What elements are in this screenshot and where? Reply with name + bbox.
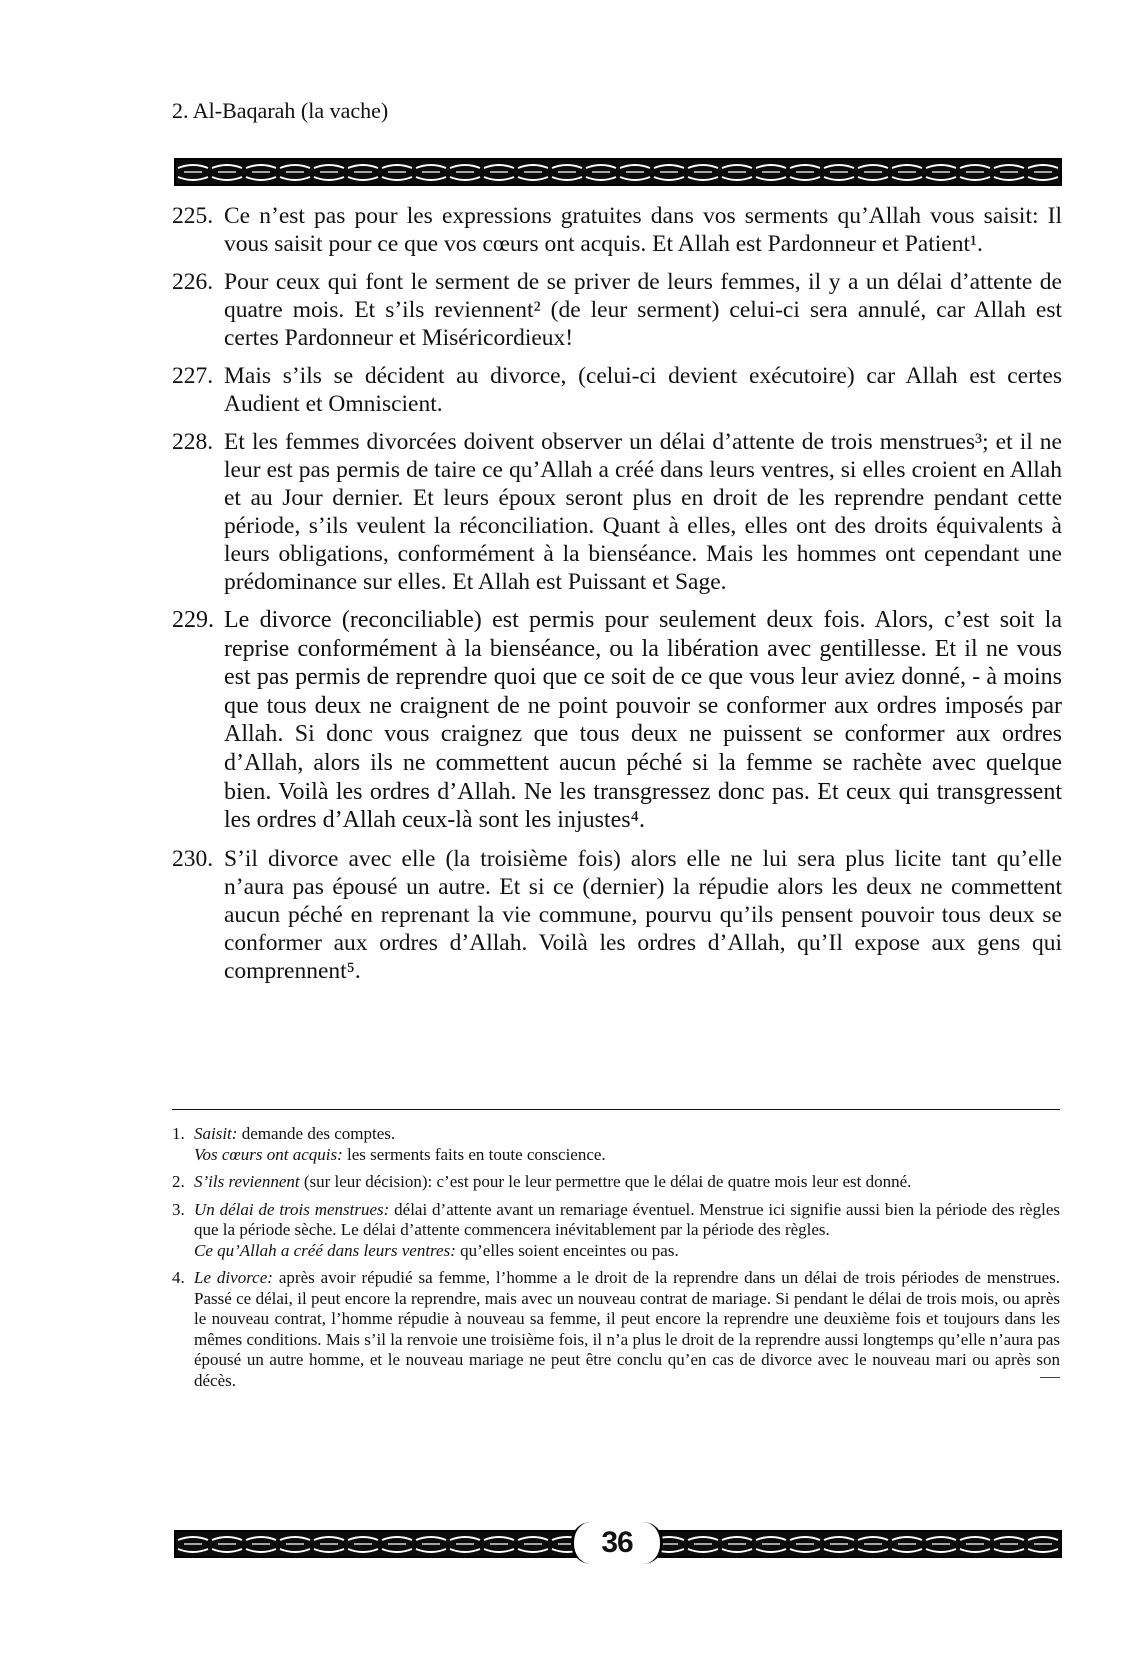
verse-text: Mais s’ils se décident au divorce, (celui-ci devient exécutoire) car Allah est certes Audient et Omniscient. (224, 363, 1062, 417)
verse-text: Ce n’est pas pour les expressions gratuites dans vos serments qu’Allah vous saisit: Il vous saisit pour ce que vos cœurs ont acquis. Et Allah est Pardonneur et Patient¹. (224, 203, 1062, 257)
footnote-text: après avoir répudié sa femme, l’homme a le droit de la reprendre dans un délai de trois périodes de menstrues. Passé ce délai, il peut encore la reprendre, mais avec un nouveau contrat de mariage. Si pendant le délai de trois mois, ou après le nouveau contrat, l’homme répudie à nouveau sa femme, il peut encore la reprendre une deuxième fois et toujours dans les mêmes conditions. Mais s’il la renvoie une troisième fois, il n’a plus le droit de la reprendre aussi longtemps qu’elle n’aura pas épousé un autre homme, et le nouveau mariage ne peut être conclu qu’en cas de divorce avec le nouveau mari ou après son décès. (194, 1268, 1060, 1390)
verse-number: 225. (172, 203, 214, 229)
verse-227 (172, 362, 1062, 418)
footnote-text: les serments faits en toute conscience. (342, 1144, 606, 1164)
footnote-text: (sur leur décision): c’est pour le leur permettre que le délai de quatre mois leur est donné. (299, 1172, 912, 1191)
footnote-number: 4. (172, 1268, 185, 1287)
footnote-list (172, 1124, 1060, 1398)
footnote-divider (172, 1109, 1060, 1110)
verse-list (172, 202, 1062, 995)
verse-text: S’il divorce avec elle (la troisième fois) alors elle ne lui sera plus licite tant qu’elle n’aura pas épousé un autre. Et si ce (dernier) la répudie alors les deux ne commettent aucun péché en reprenant la vie commune, pourvu qu’ils pensent pouvoir tous deux se conformer aux ordres d’Allah. Voilà les ordres d’Allah, qu’Il expose aux gens qui comprennent⁵. (224, 845, 1062, 984)
page-header: 2. Al-Baqarah (la vache) (172, 98, 389, 123)
verse-text: Le divorce (reconciliable) est permis pour seulement deux fois. Alors, c’est soit la reprise conformément à la bienséance, ou la libération avec gentillesse. Et il ne vous est pas permis de reprendre quoi que ce soit de ce que vous leur aviez donné, - à moins que tous deux ne craignent de ne point pouvoir se conformer aux ordres imposés par Allah. Si donc vous craignez que tous deux ne puissent se conformer aux ordres d’Allah, alors ils ne commettent aucun péché si la femme se rachète avec quelque bien. Voilà les ordres d’Allah. Ne les transgressez donc pas. Et ceux qui transgressent les ordres d’Allah ceux-là sont les injustes⁴. (224, 607, 1062, 834)
verse-text: Pour ceux qui font le serment de se priver de leurs femmes, il y a un délai d’attente de quatre mois. Et s’ils reviennent² (de leur serment) celui-ci sera annulé, car Allah est certes Pardonneur et Miséricordieux! (224, 269, 1062, 351)
verse-number: 226. (172, 269, 214, 295)
footnote-4 (172, 1268, 1060, 1391)
footnote-number: 2. (172, 1172, 185, 1191)
verse-number: 230. (172, 845, 214, 872)
footnote-term: Saisit: (194, 1124, 238, 1143)
verse-230 (172, 845, 1062, 985)
footnote-term: Le divorce: (194, 1268, 273, 1287)
verse-number: 229. (172, 607, 214, 633)
verse-228 (172, 428, 1062, 596)
footnote-term: Ce qu’Allah a créé dans leurs ventres: (194, 1240, 456, 1260)
verse-number: 228. (172, 429, 214, 455)
footnote-term: Vos cœurs ont acquis: (194, 1144, 343, 1164)
footnote-term: Un délai de trois menstrues: (194, 1199, 390, 1219)
verse-number: 227. (172, 363, 214, 389)
footnote-3 (172, 1200, 1060, 1262)
verse-226 (172, 268, 1062, 352)
footnote-number: 3. (172, 1199, 185, 1219)
verse-229 (172, 606, 1062, 835)
ornament-pattern-icon (176, 160, 1060, 184)
page-number: 36 (571, 1522, 663, 1564)
verse-225 (172, 202, 1062, 258)
footnote-2 (172, 1172, 1060, 1193)
footnote-number: 1. (172, 1124, 185, 1143)
continuation-mark (1040, 1377, 1060, 1378)
footnote-term: S’ils reviennent (194, 1172, 300, 1191)
ornamental-band-top (174, 158, 1062, 186)
verse-text: Et les femmes divorcées doivent observer un délai d’attente de trois menstrues³; et il ne leur est pas permis de taire ce qu’Allah a créé dans leurs ventres, si elles croient en Allah et au Jour dernier. Et leurs époux seront plus en droit de les reprendre pendant cette période, s’ils veulent la réconciliation. Quant à elles, elles ont des droits équivalents à leurs obligations, conformément à la bienséance. Mais les hommes ont cependant une prédominance sur elles. Et Allah est Puissant et Sage. (224, 429, 1062, 595)
footnote-1 (172, 1124, 1060, 1165)
footnote-text: demande des comptes. (237, 1124, 396, 1143)
footnote-text: qu’elles soient enceintes ou pas. (455, 1240, 679, 1260)
footnote-text: délai d’attente avant un remariage éventuel. Menstrue ici signifie aussi bien la période des règles que la période sèche. Le délai d’attente commencera inévitablement par la période des règles. (194, 1199, 1060, 1239)
